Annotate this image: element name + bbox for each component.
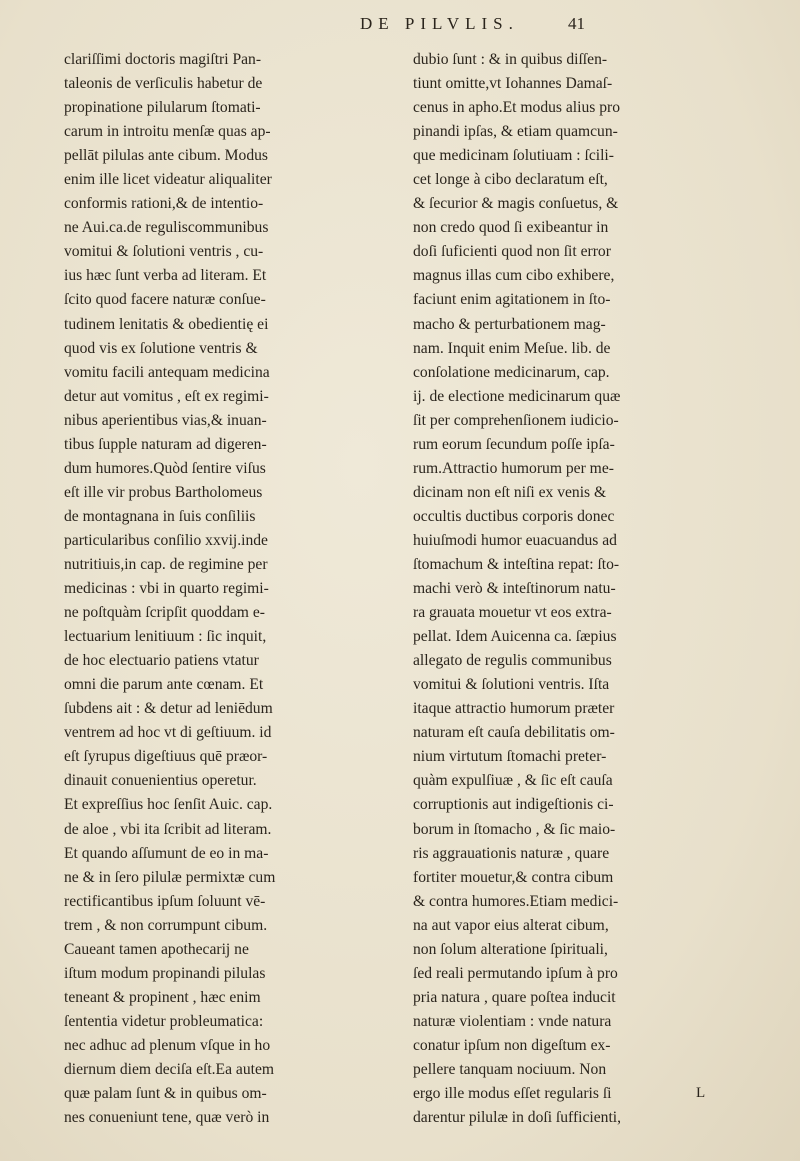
text-line: pria natura , quare poſtea inducit [413, 988, 616, 1006]
text-line: magnus illas cum cibo exhibere, [413, 267, 615, 285]
left-text-column [64, 48, 382, 1130]
text-line: trem , & non corrumpunt cibum. [64, 916, 268, 934]
text-line: quæ palam ſunt & in quibus om- [64, 1085, 267, 1103]
text-line: cet longe à cibo declaratum eſt, [413, 171, 608, 189]
text-line: naturam eſt cauſa debilitatis om- [413, 724, 615, 742]
text-line: enim ille licet videatur aliqualiter [64, 171, 272, 189]
text-line: tiunt omitte,vt Iohannes Damaſ- [413, 75, 613, 93]
text-line: iſtum modum propinandi pilulas [64, 964, 266, 982]
running-title: DE PILVLIS. [360, 14, 519, 33]
text-line: rum.Attractio humorum per me- [413, 459, 614, 477]
text-line: doſi ſuficienti quod non ſit error [413, 243, 611, 261]
text-line: ne poſtquàm ſcripſit quoddam e- [64, 604, 265, 622]
text-line: que medicinam ſolutiuam : ſcili- [413, 147, 614, 165]
text-line: conatur ipſum non digeſtum ex- [413, 1036, 611, 1054]
text-line: carum in introitu menſæ quas ap- [64, 123, 271, 141]
text-line: vomitui & ſolutioni ventris. Iſta [413, 676, 610, 694]
text-line: quod vis ex ſolutione ventris & [64, 339, 258, 357]
text-line: eſt ille vir probus Bartholomeus [64, 483, 263, 501]
text-line: tudinem lenitatis & obedientię ei [64, 315, 269, 333]
text-line: dinauit conuenientius operetur. [64, 772, 257, 790]
text-line: dubio ſunt : & in quibus diſſen- [413, 51, 608, 68]
text-line: pellāt pilulas ante cibum. Modus [64, 147, 268, 165]
text-line: ſit per comprehenſionem iudicio- [413, 411, 619, 429]
text-line: eſt ſyrupus digeſtiuus quē præor- [64, 748, 268, 766]
text-line: pellere tanquam nociuum. Non [413, 1060, 607, 1078]
text-line: & contra humores.Etiam medici- [413, 892, 619, 910]
text-line: ſubdens ait : & detur ad leniēdum [64, 700, 273, 718]
signature-mark: L [696, 1085, 706, 1101]
text-line: borum in ſtomacho , & ſic maio- [413, 820, 616, 838]
page-header [0, 14, 800, 38]
text-line: faciunt enim agitationem in ſto- [413, 291, 611, 309]
text-line: teneant & propinent , hæc enim [64, 988, 261, 1006]
text-line: Et expreſſius hoc ſenſit Auic. cap. [64, 796, 273, 814]
text-line: ſed reali permutando ipſum à pro [413, 964, 618, 982]
text-line: de hoc electuario patiens vtatur [64, 652, 259, 670]
text-line: rum eorum ſecundum poſſe ipſa- [413, 435, 615, 453]
text-line: ris aggrauationis naturæ , quare [413, 844, 610, 862]
text-line: omni die parum ante cœnam. Et [64, 676, 264, 694]
text-line: pinandi ipſas, & etiam quamcun- [413, 123, 618, 141]
text-line: ſententia videtur probleumatica: [64, 1012, 264, 1030]
text-line: Caueant tamen apothecarij ne [64, 940, 249, 958]
text-line: quàm expulſiuæ , & ſic eſt cauſa [413, 772, 613, 790]
text-line: fortiter mouetur,& contra cibum [413, 868, 614, 886]
right-text-column [413, 48, 731, 1130]
text-line: taleonis de verſiculis habetur de [64, 75, 263, 93]
text-line: vomitui & ſolutioni ventris , cu- [64, 243, 264, 261]
text-line: nam. Inquit enim Meſue. lib. de [413, 339, 611, 357]
text-line: particularibus conſilio xxvij.inde [64, 531, 268, 549]
text-line: conſolatione medicinarum, cap. [413, 363, 610, 381]
text-line: nibus aperientibus vias,& inuan- [64, 411, 267, 429]
text-line: de montagnana in ſuis conſiliis [64, 507, 256, 525]
text-line: conformis rationi,& de intentio- [64, 195, 264, 213]
text-line: pellat. Idem Auicenna ca. ſæpius [413, 628, 617, 646]
text-line: nium virtutum ſtomachi preter- [413, 748, 607, 766]
text-line: itaque attractio humorum præter [413, 700, 615, 718]
text-line: clariſſimi doctoris magiſtri Pan- [64, 51, 262, 68]
text-line: medicinas : vbi in quarto regimi- [64, 580, 269, 598]
text-line: ſcito quod facere naturæ conſue- [64, 291, 266, 309]
text-line: ius hæc ſunt verba ad literam. Et [64, 267, 267, 285]
text-line: corruptionis aut indigeſtionis ci- [413, 796, 614, 814]
text-line: non credo quod ſi exibeantur in [413, 219, 609, 237]
text-line: rectificantibus ipſum ſoluunt vē- [64, 892, 266, 910]
text-line: occultis ductibus corporis donec [413, 507, 615, 525]
text-line: huiuſmodi humor euacuandus ad [413, 531, 617, 549]
text-line: Et quando aſſumunt de eo in ma- [64, 844, 269, 862]
text-line: cenus in apho.Et modus alius pro [413, 99, 621, 117]
text-line: ergo ille modus eſſet regularis ſi [413, 1085, 612, 1103]
text-line: na aut vapor eius alterat cibum, [413, 916, 609, 934]
text-line: de aloe , vbi ita ſcribit ad literam. [64, 820, 272, 838]
text-line: darentur pilulæ in doſi ſufficienti, [413, 1109, 622, 1127]
text-line: non ſolum alteratione ſpirituali, [413, 940, 608, 958]
text-line: ſtomachum & inteſtina repat: ſto- [413, 555, 620, 573]
text-line: ra grauata mouetur vt eos extra- [413, 604, 612, 622]
text-line: ventrem ad hoc vt di geſtiuum. id [64, 724, 272, 742]
text-line: ne Aui.ca.de reguliscommunibus [64, 219, 269, 237]
text-line: & ſecurior & magis conſuetus, & [413, 195, 619, 213]
text-line: propinatione pilularum ſtomati- [64, 99, 261, 117]
text-line: diernum diem deciſa eſt.Ea autem [64, 1060, 274, 1078]
text-line: detur aut vomitus , eſt ex regimi- [64, 387, 269, 405]
text-line: lectuarium lenitiuum : ſic inquit, [64, 628, 267, 646]
text-line: dum humores.Quòd ſentire viſus [64, 459, 266, 477]
text-line: nec adhuc ad plenum vſque in ho [64, 1036, 271, 1054]
text-line: naturæ violentiam : vnde natura [413, 1012, 612, 1030]
text-line: ij. de electione medicinarum quæ [413, 387, 621, 405]
text-line: allegato de regulis communibus [413, 652, 612, 670]
text-line: dicinam non eſt niſi ex venis & [413, 483, 607, 501]
text-line: nutritiuis,in cap. de regimine per [64, 555, 268, 573]
text-line: vomitu facili antequam medicina [64, 363, 270, 381]
text-line: machi verò & inteſtinorum natu- [413, 580, 616, 598]
text-line: nes conueniunt tene, quæ verò in [64, 1109, 270, 1127]
page-number: 41 [568, 14, 585, 33]
text-line: tibus ſupple naturam ad digeren- [64, 435, 267, 453]
text-line: ne & in ſero pilulæ permixtæ cum [64, 868, 276, 886]
text-line: macho & perturbationem mag- [413, 315, 606, 333]
